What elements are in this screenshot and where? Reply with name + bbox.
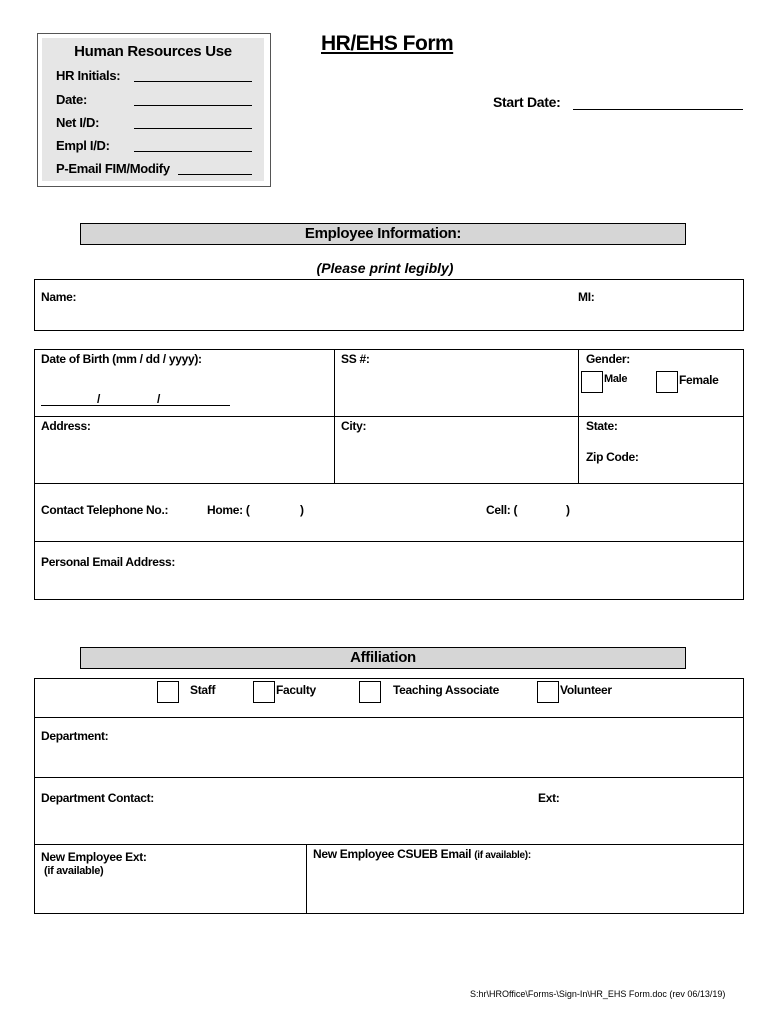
form-title: HR/EHS Form <box>321 32 454 55</box>
state-label: State: <box>586 419 618 433</box>
mi-label: MI: <box>578 290 595 304</box>
zip-label: Zip Code: <box>586 450 639 464</box>
net-id-label: Net I/D: <box>56 115 100 130</box>
name-box[interactable] <box>34 279 744 331</box>
start-date-field[interactable] <box>573 109 743 110</box>
footer-path: S:hr\HROffice\Forms-\Sign-In\HR_EHS Form.doc (rev 06/13/19) <box>470 989 726 999</box>
cell-phone-close: ) <box>566 503 570 517</box>
gender-label: Gender: <box>586 352 630 366</box>
male-checkbox[interactable] <box>581 371 603 393</box>
column-divider <box>306 844 307 913</box>
p-email-field[interactable] <box>178 174 252 175</box>
dob-slash: / <box>157 392 161 406</box>
ssn-label: SS #: <box>341 352 370 366</box>
faculty-label: Faculty <box>276 683 316 697</box>
p-email-label: P-Email FIM/Modify <box>56 161 170 176</box>
row-divider <box>34 844 743 845</box>
staff-label: Staff <box>190 683 216 697</box>
hr-use-title: Human Resources Use <box>74 43 232 60</box>
hr-date-field[interactable] <box>134 105 252 106</box>
department-label: Department: <box>41 729 109 743</box>
staff-checkbox[interactable] <box>157 681 179 703</box>
print-legibly-note: (Please print legibly) <box>316 260 454 276</box>
city-label: City: <box>341 419 367 433</box>
row-divider <box>34 541 743 542</box>
dob-field[interactable] <box>41 405 230 406</box>
dob-label: Date of Birth (mm / dd / yyyy): <box>41 352 202 366</box>
male-label: Male <box>604 373 628 385</box>
employee-info-heading: Employee Information: <box>80 223 686 245</box>
new-employee-ext-note: (if available) <box>44 865 104 877</box>
empl-id-label: Empl I/D: <box>56 138 110 153</box>
hr-initials-label: HR Initials: <box>56 68 121 83</box>
row-divider <box>34 483 743 484</box>
new-employee-email-label: New Employee CSUEB Email (if available): <box>313 847 531 861</box>
address-label: Address: <box>41 419 91 433</box>
cell-phone-label: Cell: ( <box>486 503 518 517</box>
contact-phone-label: Contact Telephone No.: <box>41 503 169 517</box>
net-id-field[interactable] <box>134 128 252 129</box>
hr-date-label: Date: <box>56 92 88 107</box>
personal-email-label: Personal Email Address: <box>41 555 176 569</box>
department-ext-label: Ext: <box>538 791 560 805</box>
department-contact-label: Department Contact: <box>41 791 154 805</box>
home-phone-label: Home: ( <box>207 503 250 517</box>
female-label: Female <box>679 373 719 387</box>
hr-use-panel <box>42 38 264 181</box>
teaching-associate-label: Teaching Associate <box>393 683 499 697</box>
row-divider <box>34 416 743 417</box>
volunteer-checkbox[interactable] <box>537 681 559 703</box>
dob-slash: / <box>97 392 101 406</box>
row-divider <box>34 777 743 778</box>
volunteer-label: Volunteer <box>560 683 612 697</box>
empl-id-field[interactable] <box>134 151 252 152</box>
teaching-associate-checkbox[interactable] <box>359 681 381 703</box>
hr-initials-field[interactable] <box>134 81 252 82</box>
faculty-checkbox[interactable] <box>253 681 275 703</box>
start-date-label: Start Date: <box>493 94 561 110</box>
new-employee-ext-label: New Employee Ext: <box>41 850 147 864</box>
name-label: Name: <box>41 290 77 304</box>
affiliation-heading: Affiliation <box>80 647 686 669</box>
hr-use-box <box>37 33 271 187</box>
female-checkbox[interactable] <box>656 371 678 393</box>
row-divider <box>34 717 743 718</box>
home-phone-close: ) <box>300 503 304 517</box>
new-employee-email-note: (if available): <box>474 850 531 861</box>
